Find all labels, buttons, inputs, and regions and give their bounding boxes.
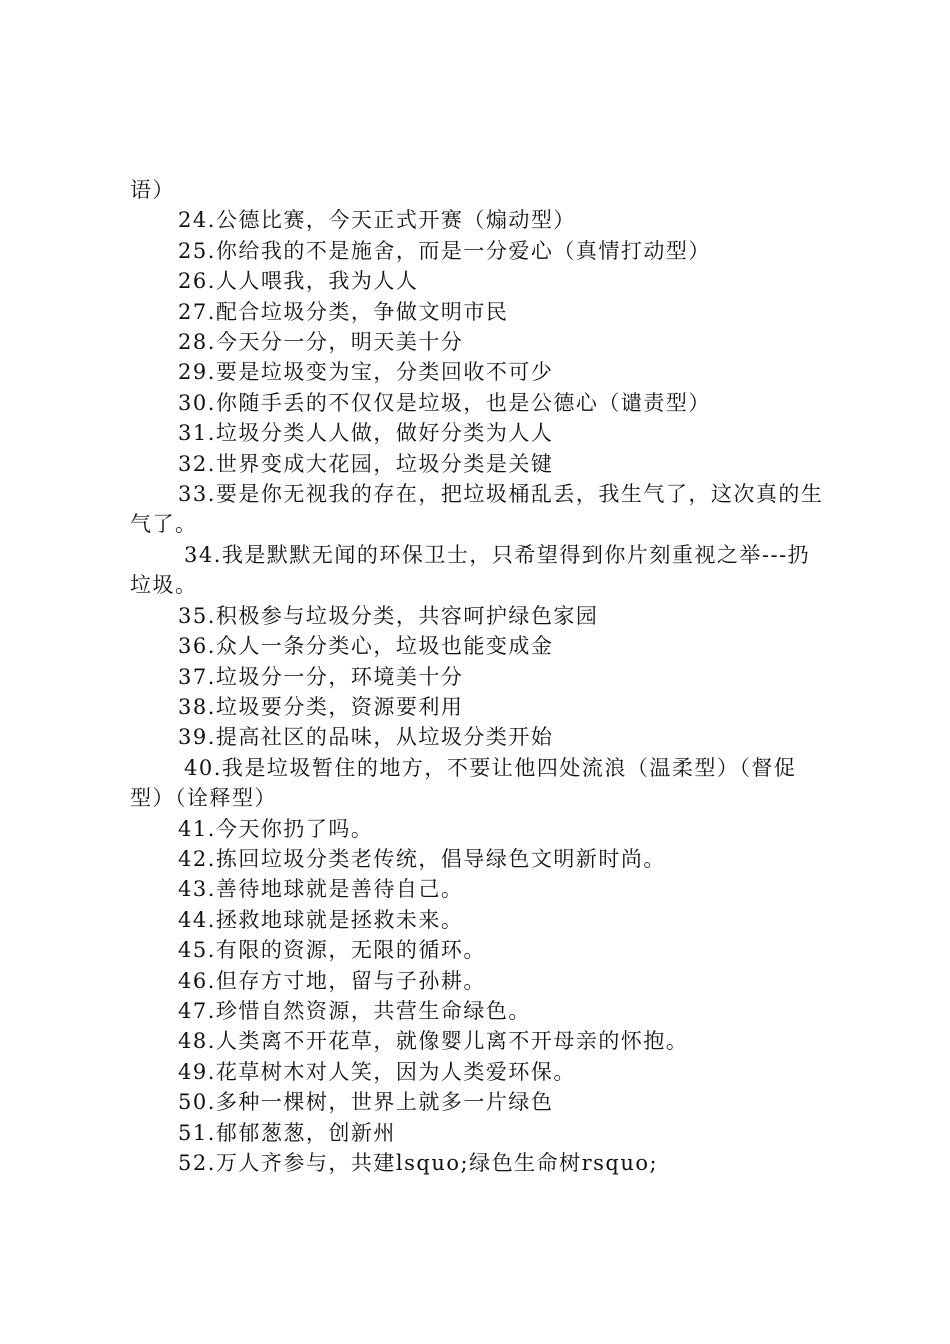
list-item: 40.我是垃圾暂住的地方，不要让他四处流浪（温柔型）（督促型）（诠释型） <box>130 755 797 811</box>
list-item: 48.人类离不开花草，就像婴儿离不开母亲的怀抱。 <box>178 1029 689 1054</box>
list-item: 27.配合垃圾分类，争做文明市民 <box>178 299 509 324</box>
list-item: 50.多种一棵树，世界上就多一片绿色 <box>178 1090 554 1115</box>
list-item: 32.世界变成大花园，垃圾分类是关键 <box>178 451 554 476</box>
list-item: 47.珍惜自然资源，共营生命绿色。 <box>178 998 531 1023</box>
list-item: 24.公德比赛，今天正式开赛（煽动型） <box>178 208 576 233</box>
list-item: 34.我是默默无闻的环保卫士，只希望得到你片刻重视之举---扔垃圾。 <box>130 542 811 598</box>
list-item: 38.垃圾要分类，资源要利用 <box>178 694 464 719</box>
list-item: 42.拣回垃圾分类老传统，倡导绿色文明新时尚。 <box>178 846 666 871</box>
list-item: 26.人人喂我，我为人人 <box>178 269 419 294</box>
list-item: 29.要是垃圾变为宝，分类回收不可少 <box>178 360 554 385</box>
list-item: 25.你给我的不是施舍，而是一分爱心（真情打动型） <box>178 238 711 263</box>
list-item: 41.今天你扔了吗。 <box>178 816 374 841</box>
list-item: 49.花草树木对人笑，因为人类爱环保。 <box>178 1059 576 1084</box>
list-item: 35.积极参与垃圾分类，共容呵护绿色家园 <box>178 603 599 628</box>
list-item: 39.提高社区的品味，从垃圾分类开始 <box>178 725 554 750</box>
list-item: 37.垃圾分一分，环境美十分 <box>178 664 464 689</box>
list-item: 46.但存方寸地，留与子孙耕。 <box>178 968 486 993</box>
list-item: 43.善待地球就是善待自己。 <box>178 877 464 902</box>
list-item: 51.郁郁葱葱，创新州 <box>178 1120 396 1145</box>
list-item: 30.你随手丢的不仅仅是垃圾，也是公德心（谴责型） <box>178 390 711 415</box>
list-item: 33.要是你无视我的存在，把垃圾桶乱丢，我生气了，这次真的生气了。 <box>130 482 824 537</box>
list-item: 36.众人一条分类心，垃圾也能变成金 <box>178 634 554 659</box>
list-item: 语） <box>130 178 175 202</box>
list-item: 28.今天分一分，明天美十分 <box>178 330 464 355</box>
list-item: 44.拯救地球就是拯救未来。 <box>178 907 464 932</box>
slogan-list <box>130 175 830 1178</box>
list-item: 45.有限的资源，无限的循环。 <box>178 938 486 963</box>
list-item: 52.万人齐参与，共建lsquo;绿色生命树rsquo; <box>178 1151 659 1175</box>
list-item: 31.垃圾分类人人做，做好分类为人人 <box>178 421 554 446</box>
